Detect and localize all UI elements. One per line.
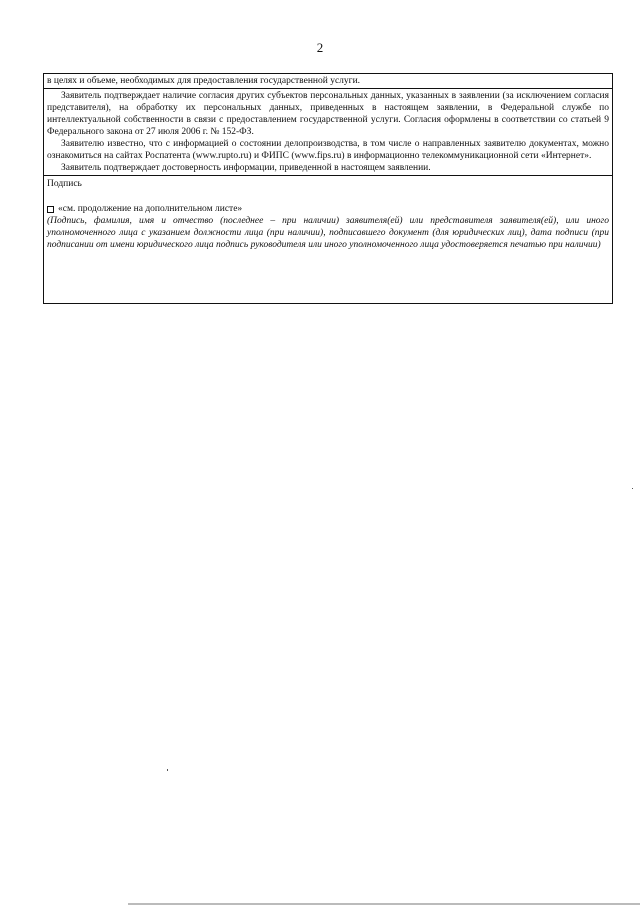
accuracy-paragraph: Заявитель подтверждает достоверность информации, приведенной в настоящем заявлении. (61, 163, 431, 173)
continuation-option[interactable] (47, 203, 242, 215)
consent-form-table (43, 73, 613, 304)
continuation-checkbox[interactable] (47, 206, 54, 213)
signature-cell (44, 175, 612, 303)
signature-label: Подпись (47, 179, 82, 189)
purpose-cell (44, 74, 612, 88)
scan-speck (632, 488, 633, 489)
consent-paragraph: Заявитель подтверждает наличие согласия других субъектов персональных данных, указанных в заявлении (за исключением согласия представителя), на обработку их персональных данных, приведенных в настоящем заявлении, в Федеральной службе по интеллектуальной собственности в связи с предоставлением государственной услуги. Согласия оформлены в соответствии со статьей 9 Федерального закона от 27 июля 2006 г. № 152-ФЗ. (47, 91, 609, 137)
purpose-text: в целях и объеме, необходимых для предоставления государственной услуги. (47, 76, 361, 86)
scan-speck (167, 769, 168, 771)
continuation-label: «см. продолжение на дополнительном листе» (58, 204, 243, 214)
signature-note: (Подпись, фамилия, имя и отчество (последнее – при наличии) заявителя(ей) или представителя заявителя(ей), или иного уполномоченного лица с указанием должности лица (при наличии), подписавшего документ (для юридических лиц), дата подписи (при подписании от имени юридического лица подпись руководителя или иного уполномоченного лица удостоверяется печатью при наличии) (47, 216, 609, 250)
page-number: 2 (316, 40, 324, 55)
declarations-cell (44, 88, 612, 175)
case-status-paragraph: Заявителю известно, что с информацией о состоянии делопроизводства, в том числе о направленных заявителю документах, можно ознакомиться на сайтах Роспатента (www.rupto.ru) и ФИПС (www.fips.ru) в информационно телекоммуникационной сети «Интернет». (47, 139, 609, 161)
